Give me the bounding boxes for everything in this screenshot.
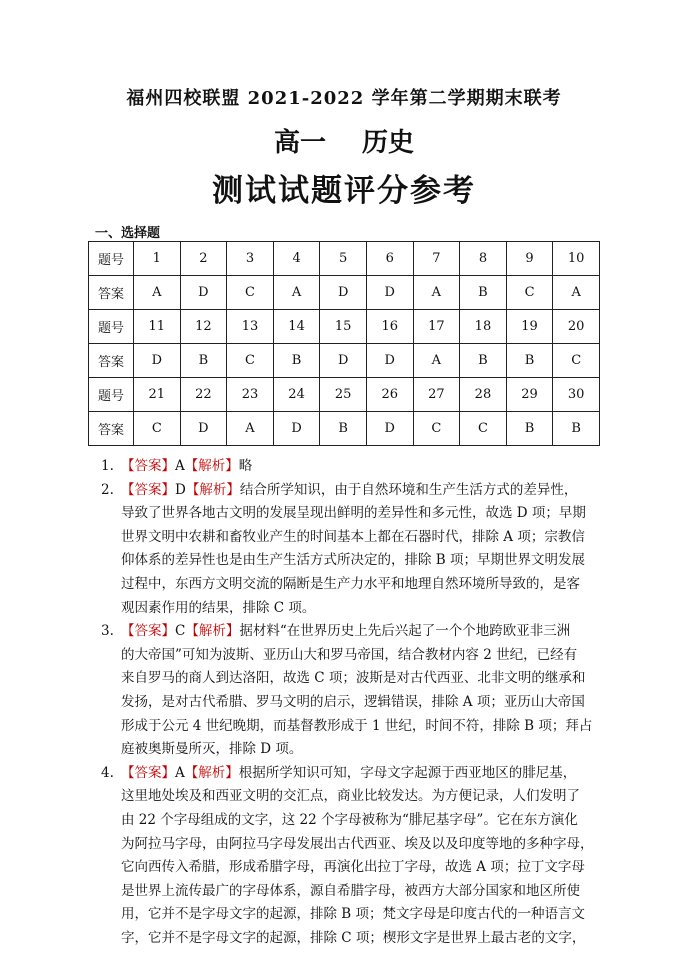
answer-cell: B xyxy=(180,344,227,378)
answer-cell: B xyxy=(460,276,507,310)
explanation-line xyxy=(121,833,606,857)
answer-cell: A xyxy=(273,276,320,310)
explanation-line xyxy=(121,479,606,503)
question-number-cell: 12 xyxy=(180,310,227,344)
document-title: 测试试题评分参考 xyxy=(212,173,476,209)
answer-cell: B xyxy=(273,344,320,378)
grade-subject xyxy=(0,122,688,159)
answer-cell: A xyxy=(413,276,460,310)
answer-cell: C xyxy=(413,412,460,446)
grade-label: 高一 xyxy=(273,128,326,158)
explanation-text: 它向西传入希腊，形成希腊字母，再演化出拉丁字母，故选 A 项；拉丁文字母 xyxy=(121,859,585,876)
explanation-line xyxy=(121,880,606,904)
explanation-line xyxy=(121,526,606,550)
question-number-cell: 6 xyxy=(366,242,413,276)
explanation-line xyxy=(121,762,606,786)
explanation-line xyxy=(121,667,606,691)
answer-row-label: 答案 xyxy=(89,344,134,378)
explanation-line xyxy=(121,573,606,597)
question-number-cell: 10 xyxy=(553,242,600,276)
explanation-text: 庭被奥斯曼所灭，排除 D 项。 xyxy=(121,741,303,758)
answer-letter: C xyxy=(175,623,186,640)
explanation-line xyxy=(121,691,606,715)
explanation-text: 过程中，东西方文明交流的隔断是生产力水平和地理自然环境所导致的，是客 xyxy=(121,575,580,592)
answer-cell: C xyxy=(227,344,274,378)
answer-tag: 【答案】 xyxy=(121,623,175,640)
answer-letter: A xyxy=(175,458,185,474)
answer-cell: D xyxy=(180,276,227,310)
question-number-cell: 17 xyxy=(413,310,460,344)
question-number-cell: 30 xyxy=(553,378,600,412)
answer-cell: D xyxy=(180,412,227,446)
question-number-cell: 18 xyxy=(460,310,507,344)
question-number-cell: 22 xyxy=(180,378,227,412)
answer-tag: 【答案】 xyxy=(121,458,175,474)
answer-cell: B xyxy=(506,344,553,378)
answer-letter: D xyxy=(175,481,186,498)
explanation-text: 略 xyxy=(238,458,253,474)
explanation-text: 仰体系的差异性也是由生产生活方式所决定的，排除 B 项；早期世界文明发展 xyxy=(121,552,586,569)
question-number-cell: 2 xyxy=(180,242,227,276)
answer-cell: D xyxy=(366,344,413,378)
question-number-cell: 24 xyxy=(273,378,320,412)
question-number-row xyxy=(89,378,600,412)
question-number-cell: 7 xyxy=(413,242,460,276)
explanation-item xyxy=(101,479,606,621)
item-number: 3. xyxy=(101,623,114,640)
answer-cell: C xyxy=(553,344,600,378)
question-number-cell: 11 xyxy=(134,310,181,344)
question-number-cell: 13 xyxy=(227,310,274,344)
explanation-text: 为阿拉马字母，由阿拉马字母发展出古代西亚、埃及以及印度等地的多种字母， xyxy=(121,835,594,852)
explanation-line xyxy=(121,738,606,762)
explanation-line xyxy=(121,809,606,833)
question-number-row-label: 题号 xyxy=(89,378,134,412)
question-number-cell: 4 xyxy=(273,242,320,276)
explanation-text: 根据所学知识可知，字母文字起源于西亚地区的腓尼基， xyxy=(238,764,577,781)
answer-cell: B xyxy=(320,412,367,446)
answer-row xyxy=(89,344,600,378)
answer-cell: A xyxy=(227,412,274,446)
question-number-cell: 25 xyxy=(320,378,367,412)
explanation-text: 观因素作用的结果，排除 C 项。 xyxy=(121,599,316,616)
analysis-tag: 【解析】 xyxy=(184,764,239,781)
explanation-text: 形成于公元 4 世纪晚期，而基督教形成于 1 世纪，时间不符，排除 B 项；拜占 xyxy=(121,717,593,734)
explanation-line xyxy=(121,856,606,880)
question-number-cell: 5 xyxy=(320,242,367,276)
answer-row xyxy=(89,412,600,446)
answer-row xyxy=(89,276,600,310)
answer-cell: B xyxy=(506,412,553,446)
question-number-cell: 27 xyxy=(413,378,460,412)
answer-table xyxy=(88,241,600,446)
explanation-text: 是世界上流传最广的字母体系，源自希腊字母，被西方大部分国家和地区所使 xyxy=(121,882,580,899)
answer-cell: A xyxy=(553,276,600,310)
explanation-item xyxy=(101,762,606,951)
item-number: 2. xyxy=(101,481,114,498)
explanation-text: 这里地处埃及和西亚文明的交汇点，商业比较发达。为方便记录，人们发明了 xyxy=(121,788,580,805)
answer-cell: D xyxy=(273,412,320,446)
explanation-text: 导致了世界各地古文明的发展呈现出鲜明的差异性和多元性，故选 D 项；早期 xyxy=(121,505,586,522)
answer-cell: C xyxy=(460,412,507,446)
answer-cell: D xyxy=(320,344,367,378)
analysis-tag: 【解析】 xyxy=(184,458,239,474)
explanation-line xyxy=(121,785,606,809)
answer-cell: A xyxy=(413,344,460,378)
explanation-line xyxy=(121,502,606,526)
answer-cell: B xyxy=(553,412,600,446)
question-number-cell: 14 xyxy=(273,310,320,344)
analysis-tag: 【解析】 xyxy=(185,623,240,640)
answer-cell: D xyxy=(366,276,413,310)
explanation-line xyxy=(121,927,606,951)
explanation-text: 由 22 个字母组成的文字，这 22 个字母被称为“腓尼基字母”。它在东方演化 xyxy=(121,811,578,828)
question-number-cell: 21 xyxy=(134,378,181,412)
answer-cell: C xyxy=(506,276,553,310)
explanations-list xyxy=(101,455,606,950)
question-number-cell: 9 xyxy=(506,242,553,276)
section-heading: 一、选择题 xyxy=(95,226,161,241)
answer-cell: D xyxy=(366,412,413,446)
question-number-row xyxy=(89,242,600,276)
explanation-text: 据材料“在世界历史上先后兴起了一个个地跨欧亚非三洲 xyxy=(239,623,571,640)
item-number: 4. xyxy=(101,764,114,781)
explanation-line xyxy=(121,597,606,621)
explanation-line xyxy=(121,903,606,927)
question-number-cell: 19 xyxy=(506,310,553,344)
answer-cell: A xyxy=(134,276,181,310)
subject-label: 历史 xyxy=(362,128,415,158)
question-number-cell: 28 xyxy=(460,378,507,412)
question-number-cell: 8 xyxy=(460,242,507,276)
analysis-tag: 【解析】 xyxy=(185,481,240,498)
explanation-text: 世界文明中农耕和畜牧业产生的时间基本上都在石器时代，排除 A 项；宗教信 xyxy=(121,528,585,545)
question-number-cell: 16 xyxy=(366,310,413,344)
answer-cell: C xyxy=(134,412,181,446)
answer-cell: B xyxy=(460,344,507,378)
explanation-text: 用，它并不是字母文字的起源，排除 B 项；梵文字母是印度古代的一种语言文 xyxy=(121,906,586,923)
answer-tag: 【答案】 xyxy=(121,481,175,498)
question-number-row-label: 题号 xyxy=(89,242,134,276)
question-number-cell: 20 xyxy=(553,310,600,344)
answer-row-label: 答案 xyxy=(89,276,134,310)
item-number: 1. xyxy=(101,458,114,474)
question-number-cell: 29 xyxy=(506,378,553,412)
explanation-item xyxy=(101,455,606,479)
explanation-text: 字，它并不是字母文字的起源，排除 C 项；楔形文字是世界上最古老的文字， xyxy=(121,929,586,946)
explanation-text: 结合所学知识，由于自然环境和生产生活方式的差异性， xyxy=(239,481,578,498)
answer-row-label: 答案 xyxy=(89,412,134,446)
explanation-line xyxy=(121,620,606,644)
exam-title: 福州四校联盟 2021-2022 学年第二学期期末联考 xyxy=(126,88,562,109)
explanation-line xyxy=(121,549,606,573)
explanation-text: 来自罗马的商人到达洛阳，故选 C 项；波斯是对古代西亚、北非文明的继承和 xyxy=(121,670,586,687)
question-number-row-label: 题号 xyxy=(89,310,134,344)
question-number-cell: 1 xyxy=(134,242,181,276)
answer-letter: A xyxy=(175,764,185,781)
answer-tag: 【答案】 xyxy=(121,764,175,781)
explanation-text: 的大帝国”可知为波斯、亚历山大和罗马帝国，结合教材内容 2 世纪，已经有 xyxy=(121,646,578,663)
explanation-text: 发扬，是对古代希腊、罗马文明的启示，逻辑错误，排除 A 项；亚历山大帝国 xyxy=(121,693,585,710)
answer-cell: D xyxy=(320,276,367,310)
question-number-cell: 3 xyxy=(227,242,274,276)
explanation-line xyxy=(121,455,606,479)
question-number-row xyxy=(89,310,600,344)
answer-cell: D xyxy=(134,344,181,378)
question-number-cell: 15 xyxy=(320,310,367,344)
question-number-cell: 23 xyxy=(227,378,274,412)
explanation-line xyxy=(121,644,606,668)
explanation-item xyxy=(101,620,606,762)
explanation-line xyxy=(121,715,606,739)
question-number-cell: 26 xyxy=(366,378,413,412)
answer-cell: C xyxy=(227,276,274,310)
